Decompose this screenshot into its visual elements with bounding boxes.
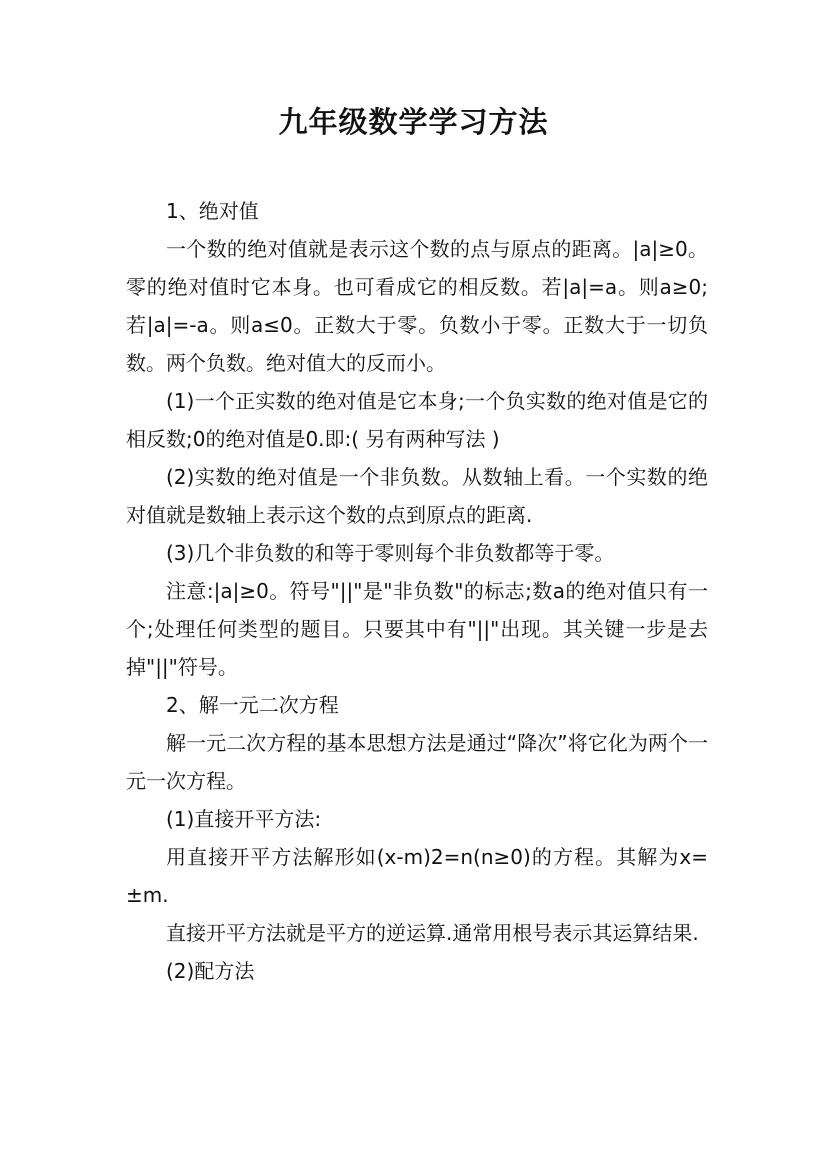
subheading-direct-square-root: (1)直接开平方法: bbox=[166, 807, 322, 831]
document-body bbox=[126, 192, 708, 990]
subheading-completing-square: (2)配方法 bbox=[166, 959, 255, 983]
section-heading-quadratic: 2、解一元二次方程 bbox=[166, 693, 339, 717]
paragraph-direct-square-root-inverse: 直接开平方法就是平方的逆运算.通常用根号表示其运算结果. bbox=[166, 921, 699, 945]
paragraph-note: 注意:|a|≥0。符号"||"是"非负数"的标志;数a的绝对值只有一个;处理任何类型的题目。只要其中有"||"出现。其关键一步是去掉"||"符号。 bbox=[126, 579, 708, 679]
paragraph-point-2: (2)实数的绝对值是一个非负数。从数轴上看。一个实数的绝对值就是数轴上表示这个数的点到原点的距离. bbox=[126, 465, 708, 527]
paragraph-point-3: (3)几个非负数的和等于零则每个非负数都等于零。 bbox=[166, 541, 615, 565]
paragraph-direct-square-root-form: 用直接开平方法解形如(x-m)2=n(n≥0)的方程。其解为x=±m. bbox=[126, 845, 708, 907]
paragraph-absolute-value-definition: 一个数的绝对值就是表示这个数的点与原点的距离。|a|≥0。零的绝对值时它本身。也可看成它的相反数。若|a|=a。则a≥0;若|a|=-a。则a≤0。正数大于零。负数小于零。正数大于一切负数。两个负数。绝对值大的反而小。 bbox=[126, 237, 708, 375]
document-title: 九年级数学学习方法 bbox=[278, 105, 549, 139]
section-heading-absolute-value: 1、绝对值 bbox=[166, 199, 259, 223]
paragraph-quadratic-idea: 解一元二次方程的基本思想方法是通过“降次”将它化为两个一元一次方程。 bbox=[126, 731, 708, 793]
paragraph-point-1: (1)一个正实数的绝对值是它本身;一个负实数的绝对值是它的相反数;0的绝对值是0.即:( 另有两种写法 ) bbox=[126, 389, 708, 451]
